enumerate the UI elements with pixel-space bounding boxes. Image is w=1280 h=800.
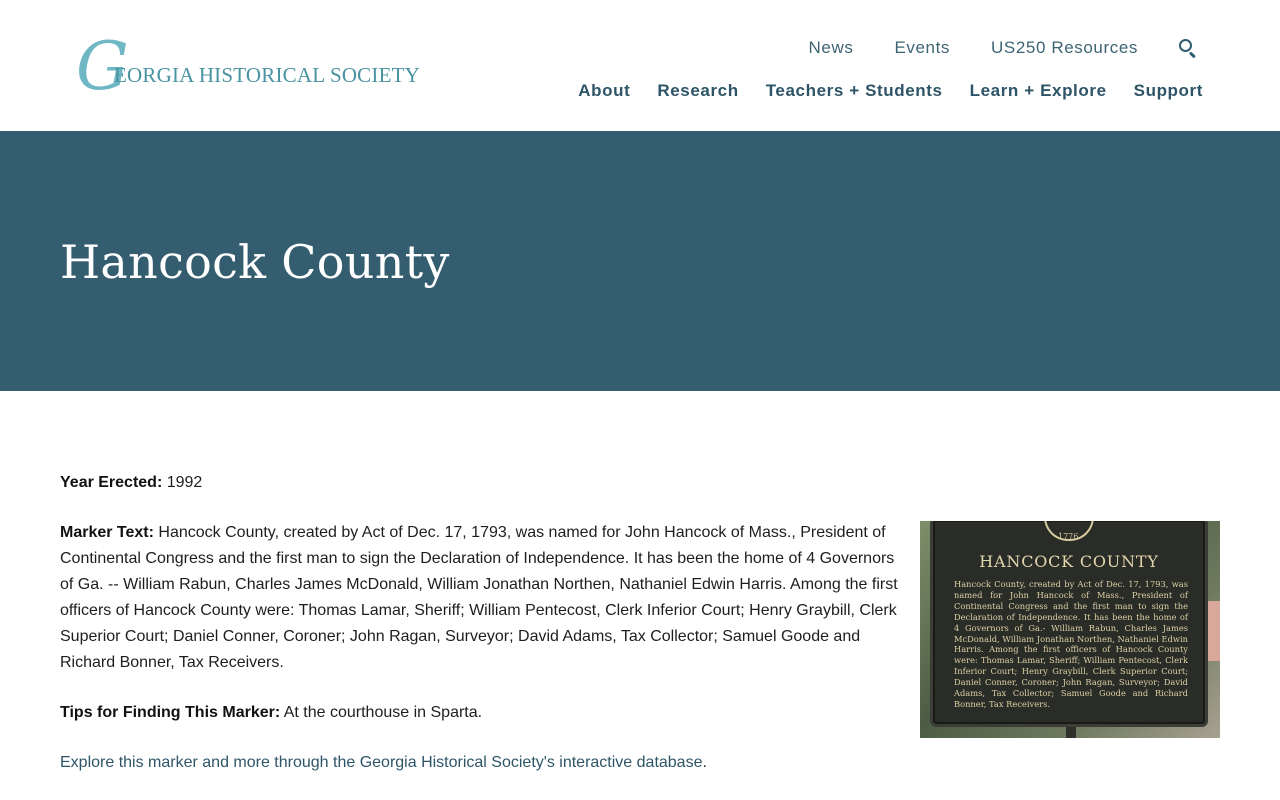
marker-content (60, 470, 910, 800)
nav-about[interactable]: About (578, 81, 631, 100)
marker-text-label: Marker Text: (60, 524, 154, 541)
finding-tips-value: At the courthouse in Sparta. (280, 704, 483, 721)
explore-database-link[interactable]: Explore this marker and more through the Georgia Historical Society's interactive database (60, 754, 703, 771)
marker-text (60, 520, 910, 676)
marker-seal-year: 1776 (1058, 532, 1079, 541)
finding-tips-label: Tips for Finding This Marker: (60, 704, 281, 721)
year-erected-label: Year Erected: (60, 474, 163, 491)
site-header (0, 0, 1280, 131)
nav-research[interactable]: Research (657, 81, 739, 100)
hero-banner (0, 131, 1280, 391)
nav-us250-resources[interactable]: US250 Resources (991, 38, 1138, 57)
finding-tips (60, 700, 910, 726)
page-title: Hancock County (60, 235, 450, 289)
marker-plate-title: HANCOCK COUNTY (979, 552, 1159, 571)
nav-support[interactable]: Support (1133, 81, 1203, 100)
marker-post (1066, 727, 1076, 738)
site-logo[interactable] (76, 28, 421, 112)
marker-photo[interactable] (920, 521, 1220, 738)
search-icon[interactable] (1178, 38, 1198, 58)
explore-paragraph (60, 750, 910, 776)
logo-initial: G (76, 28, 129, 105)
logo-text: EORGIA HISTORICAL SOCIETY (114, 63, 421, 87)
nav-teachers-students[interactable]: Teachers + Students (765, 81, 943, 100)
year-erected-value: 1992 (162, 474, 203, 491)
marker-plate-text: Hancock County, created by Act of Dec. 17, 1793, was named for John Hancock of Mass., President of Continental Congress and the first man to sign the Declaration of Independence. It has been the home of 4 Governors of Ga.- William Rabun, Charles James McDonald, William Jonathan Northen, Nathaniel Edwin Harris. Among the first officers of Hancock County were: Thomas Lamar, Sheriff; William Pentecost, Clerk Inferior Court; Henry Graybill, Clerk Superior Court; Daniel Conner, Coroner; John Ragan, Surveyor; David Adams, Tax Collector; Samuel Goode and Richard Bonner, Tax Receivers. (954, 579, 1188, 709)
explore-suffix: . (702, 754, 707, 771)
marker-text-value: Hancock County, created by Act of Dec. 17, 1793, was named for John Hancock of Mass., President of Continental Congress and the first man to sign the Declaration of Independence. It has been the home of 4 Governors of Ga. -- William Rabun, Charles James McDonald, William Jonathan Northen, Nathaniel Edwin Harris. Among the first officers of Hancock County were: Thomas Lamar, Sheriff; William Pentecost, Clerk Inferior Court; Henry Graybill, Clerk Superior Court; Daniel Conner, Coroner; John Ragan, Surveyor; David Adams, Tax Collector; Samuel Goode and Richard Bonner, Tax Receivers. (60, 524, 898, 671)
utility-nav (809, 38, 1198, 58)
nav-events[interactable]: Events (894, 38, 951, 57)
year-erected (60, 470, 910, 496)
nav-news[interactable]: News (808, 38, 854, 57)
main-nav (578, 81, 1203, 101)
nav-learn-explore[interactable]: Learn + Explore (969, 81, 1107, 100)
